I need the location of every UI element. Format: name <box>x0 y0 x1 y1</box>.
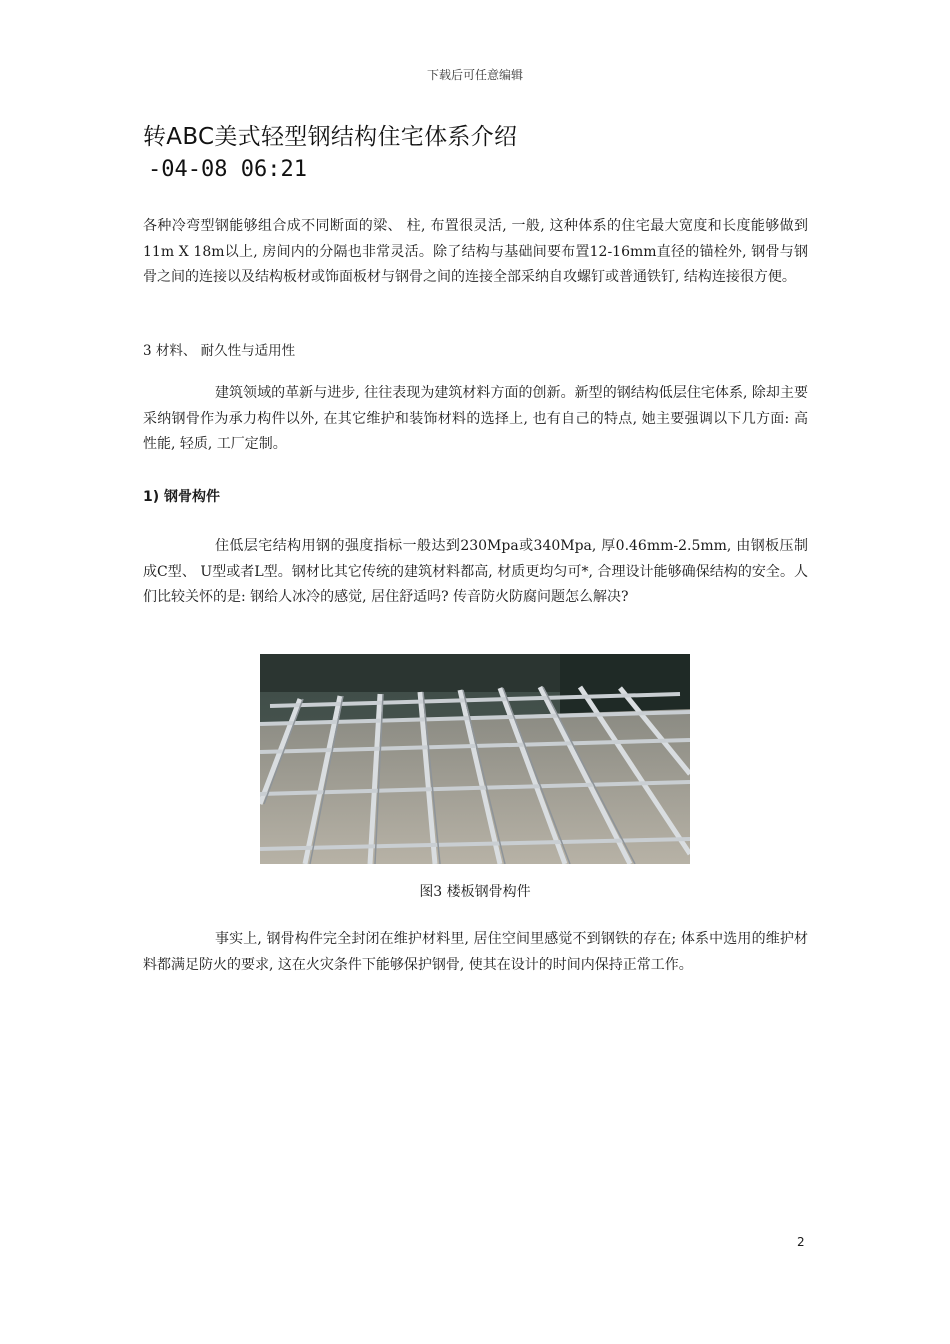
figure-caption: 图3 楼板钢骨构件 <box>419 884 531 900</box>
body-paragraph: 建筑领域的革新与进步, 往往表现为建筑材料方面的创新。新型的钢结构低层住宅体系, 除却主要采纳钢骨作为承力构件以外, 在其它维护和装饰材料的选择上, 也有自己的特点, 她主要强调以下几方面: 高性能, 轻质, 工厂定制。 <box>143 385 808 452</box>
sub-heading: 1) 钢骨构件 <box>143 489 221 505</box>
page-header-note: 下载后可任意编辑 <box>426 68 523 82</box>
section-heading: 3 材料、 耐久性与适用性 <box>143 343 296 359</box>
page-number: 2 <box>797 1235 805 1249</box>
body-paragraph: 事实上, 钢骨构件完全封闭在维护材料里, 居住空间里感觉不到钢铁的存在; 体系中选用的维护材料都满足防火的要求, 这在火灾条件下能够保护钢骨, 使其在设计的时间内保持正常工作。 <box>143 931 808 973</box>
article-title: 转ABC美式轻型钢结构住宅体系介绍 <box>143 124 518 150</box>
body-paragraph: 住低层宅结构用钢的强度指标一般达到230Mpa或340Mpa, 厚0.46mm-2.5mm, 由钢板压制成C型、 U型或者L型。钢材比其它传统的建筑材料都高, 材质更均匀可*, 合理设计能够确保结构的安全。人们比较关怀的是: 钢给人冰冷的感觉, 居住舒适吗? 传音防火防腐问题怎么解决? <box>143 538 808 605</box>
body-paragraph: 各种冷弯型钢能够组合成不同断面的梁、 柱, 布置很灵活, 一般, 这种体系的住宅最大宽度和长度能够做到11m X 18m以上, 房间内的分隔也非常灵活。除了结构与基础间要布置12-16mm直径的锚栓外, 钢骨与钢骨之间的连接以及结构板材或饰面板材与钢骨之间的连接全部采纳自攻螺钉或普通铁钉, 结构连接很方便。 <box>143 218 808 285</box>
article-date: -04-08 06:21 <box>148 157 307 182</box>
floor-steel-frame-photo <box>260 654 690 864</box>
